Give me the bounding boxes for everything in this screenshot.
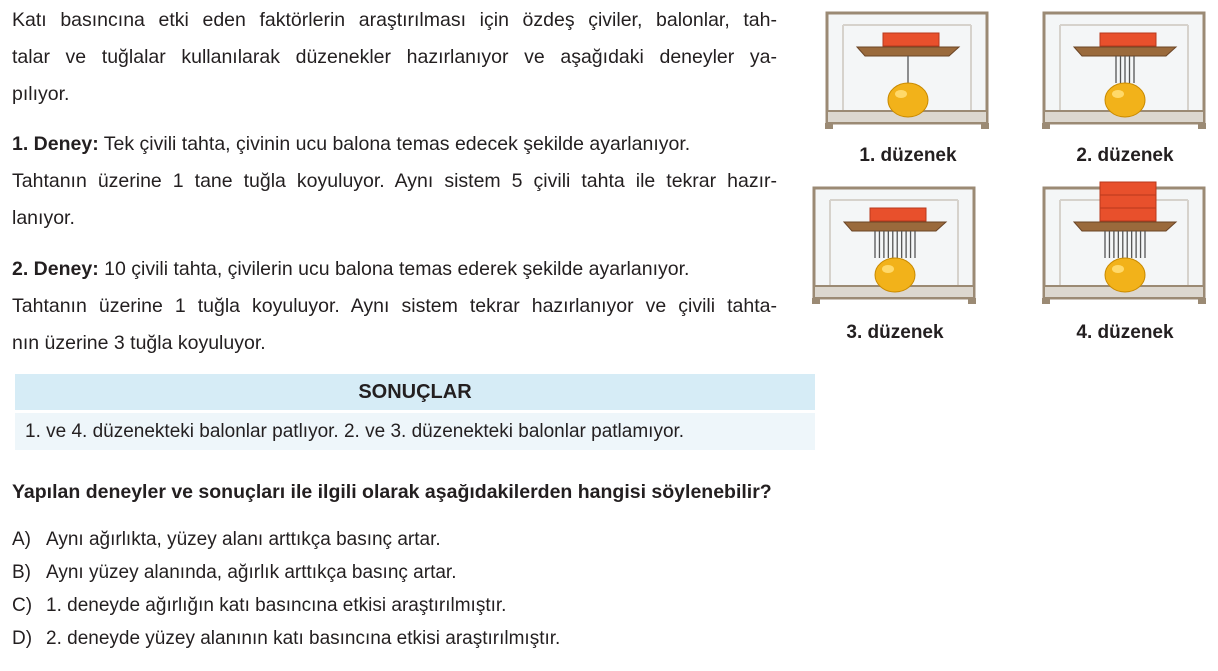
answer-options	[12, 526, 560, 658]
balloon-highlight	[1112, 90, 1124, 98]
option-letter: D)	[12, 628, 33, 649]
setup-3-illustration	[800, 178, 990, 318]
setup-2-caption: 2. düzenek	[1076, 145, 1174, 166]
experiment-line: nın üzerine 3 tuğla koyuluyor.	[12, 332, 266, 354]
results-title: SONUÇLAR	[15, 374, 815, 410]
experiment-line: Tahtanın üzerine 1 tuğla koyuluyor. Aynı sistem tekrar hazırlanıyor ve çivili tahta-	[12, 295, 777, 317]
brick	[883, 33, 939, 46]
setup-4-caption: 4. düzenek	[1076, 322, 1174, 343]
glass-box-foot	[1198, 123, 1206, 129]
balloon-highlight	[1112, 265, 1124, 273]
setup-3-caption: 3. düzenek	[846, 322, 944, 343]
brick	[1100, 33, 1156, 46]
balloon	[1105, 258, 1145, 292]
experiment-line: Tahtanın üzerine 1 tane tuğla koyuluyor. Aynı sistem 5 çivili tahta ile tekrar hazır-	[12, 170, 777, 192]
glass-box-drawing	[1030, 178, 1218, 318]
brick	[1100, 182, 1156, 195]
option-text: 1. deneyde ağırlığın katı basıncına etkisi araştırılmıştır.	[46, 595, 507, 616]
brick	[1100, 195, 1156, 208]
nail-board	[1074, 47, 1176, 56]
glass-box-foot	[1198, 298, 1206, 304]
option-c[interactable]	[12, 592, 560, 625]
glass-box-foot	[825, 123, 833, 129]
experiment-line: Tek çivili tahta, çivinin ucu balona temas edecek şekilde ayarlanıyor.	[103, 133, 691, 155]
setup-2-illustration	[1030, 3, 1218, 143]
option-a[interactable]	[12, 526, 560, 559]
brick	[870, 208, 926, 221]
option-text: Aynı ağırlıkta, yüzey alanı arttıkça basınç artar.	[46, 529, 441, 550]
nail-board	[1074, 222, 1176, 231]
intro-line: pılıyor.	[12, 83, 70, 105]
intro-paragraph	[12, 2, 777, 113]
experiment-1-first-line	[12, 126, 777, 163]
setup-1-caption: 1. düzenek	[859, 145, 957, 166]
brick	[1100, 208, 1156, 221]
experiment-2-label: 2. Deney:	[12, 258, 99, 280]
glass-box-foot	[1042, 298, 1050, 304]
experiment-2	[12, 251, 777, 362]
experiment-line: 10 çivili tahta, çivilerin ucu balona temas ederek şekilde ayarlanıyor.	[104, 258, 690, 280]
results-box	[15, 374, 815, 450]
glass-box-drawing	[800, 178, 990, 318]
question-text: Yapılan deneyler ve sonuçları ile ilgili olarak aşağıdakilerden hangisi söylenebilir?	[12, 481, 772, 503]
option-d[interactable]	[12, 625, 560, 658]
option-text: 2. deneyde yüzey alanının katı basıncına etkisi araştırılmıştır.	[46, 628, 561, 649]
glass-box-foot	[812, 298, 820, 304]
experiment-2-first-line	[12, 251, 777, 288]
option-letter: C)	[12, 595, 33, 616]
intro-line: talar ve tuğlalar kullanılarak düzenekler hazırlanıyor ve aşağıdaki deneyler ya-	[12, 46, 777, 68]
glass-box-drawing	[813, 3, 1003, 143]
option-b[interactable]	[12, 559, 560, 592]
glass-box-foot	[981, 123, 989, 129]
setup-4-illustration	[1030, 178, 1218, 318]
results-text: 1. ve 4. düzenekteki balonlar patlıyor. 2. ve 3. düzenekteki balonlar patlamıyor.	[15, 413, 815, 450]
experiment-1-label: 1. Deney:	[12, 133, 99, 155]
experiment-1	[12, 126, 777, 237]
balloon-highlight	[895, 90, 907, 98]
glass-box-drawing	[1030, 3, 1218, 143]
option-letter: B)	[12, 562, 31, 583]
experiment-line: lanıyor.	[12, 207, 75, 229]
nail-board	[857, 47, 959, 56]
glass-box-foot	[1042, 123, 1050, 129]
option-text: Aynı yüzey alanında, ağırlık arttıkça basınç artar.	[46, 562, 457, 583]
balloon	[875, 258, 915, 292]
balloon-highlight	[882, 265, 894, 273]
setup-1-illustration	[813, 3, 1003, 143]
option-letter: A)	[12, 529, 31, 550]
balloon	[1105, 83, 1145, 117]
balloon	[888, 83, 928, 117]
nail-board	[844, 222, 946, 231]
intro-line: Katı basıncına etki eden faktörlerin araştırılması için özdeş çiviler, balonlar, tah-	[12, 9, 777, 31]
glass-box-foot	[968, 298, 976, 304]
